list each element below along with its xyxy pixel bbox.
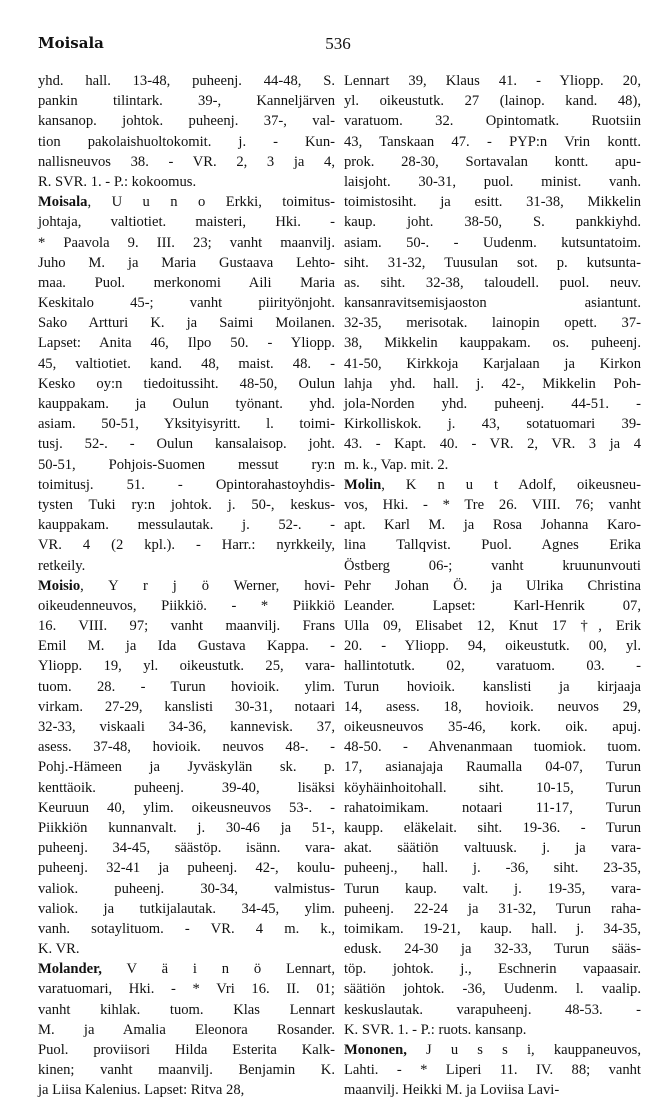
text-line: pankin tilintark. 39-, Kanneljärven bbox=[38, 93, 335, 110]
text-line: tion pakolaishuoltokomit. j. - Kun- bbox=[38, 133, 335, 150]
text-line: kansanravitsemisjaoston asiantunt. bbox=[344, 295, 641, 312]
text-line: kaupp. eläkelait. siht. 19-36. - Turun bbox=[344, 819, 641, 836]
text-line: 41-50, Kirkkoja Karjalaan ja Kirkon bbox=[344, 355, 641, 372]
text-line: tuom. 28. - Turun hovioik. ylim. bbox=[38, 678, 335, 695]
text-line: m. k., Vap. mit. 2. bbox=[344, 456, 449, 473]
text-line: varatuomari, Hki. - * Vri 16. II. 01; bbox=[38, 981, 335, 998]
text-line: puheenj. 32-41 ja puheenj. 42-, koulu- bbox=[38, 860, 335, 877]
text-line: tusj. 52-. - Oulun kansalaisop. joht. bbox=[38, 436, 335, 453]
right-column bbox=[344, 71, 641, 1101]
text-line: köyhäinhoitohall. siht. 10-15, Turun bbox=[344, 779, 641, 796]
text-line: tysten Tuki ry:n johtok. j. 50-, keskus- bbox=[38, 496, 335, 513]
entry-headword: Moisio bbox=[38, 577, 81, 594]
text-line: puheenj., hall. j. -36, siht. 23-35, bbox=[344, 860, 641, 877]
text-line: Puol. proviisori Hilda Esterita Kalk- bbox=[38, 1042, 335, 1058]
text-line: kauppakam. ja Oulun työnant. yhd. bbox=[38, 396, 335, 412]
text-line: hallintotutk. 02, varatuom. 03. - bbox=[344, 658, 641, 675]
text-line: 45, valtiotiet. kand. 48, maist. 48. - bbox=[38, 355, 335, 372]
text-line: valiok. ja tutkijalautak. 34-45, ylim. bbox=[38, 900, 335, 917]
text-line: toimitusj. 51. - Opintorahastoyhdis- bbox=[38, 476, 335, 493]
text-line: 32-33, viskaali 34-36, kannevisk. 37, bbox=[38, 719, 335, 735]
text-line: säätiön johtok. -36, Uudenm. l. vaalip. bbox=[344, 981, 641, 998]
text-line: siht. 31-32, Tuusulan sot. p. kutsunta- bbox=[344, 254, 641, 271]
entry-headword: Moisala bbox=[38, 194, 88, 211]
text-line: jola-Norden yhd. puheenj. 44-51. - bbox=[344, 396, 641, 412]
text-line: Östberg 06-; vanht kruununvouti bbox=[344, 557, 641, 574]
text-line: varatuom. 32. Opintomatk. Ruotsiin bbox=[344, 113, 641, 130]
text-line: Kirkolliskok. j. 43, sotatuomari 39- bbox=[344, 416, 641, 433]
text-line: Mononen, J u s s i, kauppaneuvos, bbox=[344, 1042, 641, 1058]
text-line: kinen; vanht maanvilj. Benjamin K. bbox=[38, 1062, 335, 1079]
text-line: virkam. 27-29, kanslisti 30-31, notaari bbox=[38, 698, 335, 715]
text-line: retkeily. bbox=[38, 557, 86, 574]
text-line: Juho M. ja Maria Gustaava Lehto- bbox=[38, 254, 335, 271]
text-line: Yliopp. 19, yl. oikeustutk. 25, vara- bbox=[38, 658, 335, 675]
text-line: yl. oikeustutk. 27 (lainop. kand. 48), bbox=[344, 93, 641, 110]
text-line: Lennart 39, Klaus 41. - Yliopp. 20, bbox=[344, 73, 641, 89]
text-line: keskuslautak. varapuheenj. 48-53. - bbox=[344, 1001, 641, 1018]
text-line: Leander. Lapset: Karl-Henrik 07, bbox=[344, 597, 641, 614]
text-line: edusk. 24-30 ja 32-33, Turun sääs- bbox=[344, 941, 641, 958]
running-title: Moisala bbox=[38, 34, 104, 52]
text-line: Pohj.-Hämeen ja Jyväskylän sk. p. bbox=[38, 759, 335, 776]
text-line: toimikam. 19-21, kaup. hall. j. 34-35, bbox=[344, 920, 641, 937]
text-line: laisjoht. 30-31, puol. minist. vanh. bbox=[344, 173, 641, 190]
text-line: valiok. puheenj. 30-34, valmistus- bbox=[38, 880, 335, 897]
text-line: 32-35, merisotak. lainopin opett. 37- bbox=[344, 315, 641, 332]
text-line: töp. johtok. j., Eschnerin vapaasair. bbox=[344, 961, 641, 978]
text-line: Piikkiön kunnanvalt. j. 30-46 ja 51-, bbox=[38, 819, 335, 836]
text-line: akat. säätiön valtuusk. j. ja vara- bbox=[344, 840, 641, 857]
text-line: 14, asess. 18, hovioik. neuvos 29, bbox=[344, 698, 641, 715]
text-line: vanh. sotaylituom. - VR. 4 m. k., bbox=[38, 920, 335, 937]
text-line: asiam. 50-51, Yksityisyritt. l. toimi- bbox=[38, 416, 335, 433]
text-line: Moisala, U u n o Erkki, toimitus- bbox=[38, 194, 335, 211]
text-line: kansanop. johtok. puheenj. 37-, val- bbox=[38, 113, 335, 130]
text-line: vos, Hki. - * Tre 26. VIII. 76; vanht bbox=[344, 496, 641, 513]
text-line: maanvilj. Heikki M. ja Loviisa Lavi- bbox=[344, 1082, 560, 1099]
text-line: asiam. 50-. - Uudenm. kutsuntatoim. bbox=[344, 234, 641, 251]
text-line: asess. 37-48, hovioik. neuvos 48-. - bbox=[38, 739, 335, 756]
entry-headword: Molander, bbox=[38, 961, 102, 978]
text-line: 38, Mikkelin kauppakam. os. puheenj. bbox=[344, 335, 641, 352]
text-line: Turun hovioik. kanslisti ja kirjaaja bbox=[344, 678, 641, 695]
text-line: yhd. hall. 13-48, puheenj. 44-48, S. bbox=[38, 73, 335, 89]
text-line: Lapset: Anita 46, Ilpo 50. - Yliopp. bbox=[38, 335, 335, 352]
text-line: Kesko oy:n tiedoitussiht. 48-50, Oulun bbox=[38, 375, 335, 392]
text-line: puheenj. 34-45, säästöp. isänn. vara- bbox=[38, 840, 335, 857]
text-line: K. SVR. 1. - P.: ruots. kansanp. bbox=[344, 1021, 527, 1038]
text-line: Emil M. ja Ida Gustava Kappa. - bbox=[38, 638, 335, 655]
text-line: kenttäoik. puheenj. 39-40, lisäksi bbox=[38, 779, 335, 796]
text-line: VR. 4 (2 kpl.). - Harr.: nyrkkeily, bbox=[38, 537, 335, 554]
text-line: Molander, V ä i n ö Lennart, bbox=[38, 961, 335, 978]
text-line: 20. - Yliopp. 94, oikeustutk. 00, yl. bbox=[344, 638, 641, 655]
text-line: nallisneuvos 38. - VR. 2, 3 ja 4, bbox=[38, 153, 335, 170]
text-line: R. SVR. 1. - P.: kokoomus. bbox=[38, 173, 197, 190]
text-line: 17, asianajaja Raumalla 04-07, Turun bbox=[344, 759, 641, 776]
text-line: Pehr Johan Ö. ja Ulrika Christina bbox=[344, 577, 641, 594]
text-line: as. siht. 32-38, taloudell. puol. neuv. bbox=[344, 274, 641, 291]
text-line: 16. VIII. 97; vanht maanvilj. Frans bbox=[38, 618, 335, 635]
text-line: kauppakam. messulautak. j. 52-. - bbox=[38, 517, 335, 534]
text-line: oikeudenneuvos, Piikkiö. - * Piikkiö bbox=[38, 597, 335, 614]
text-line: lahja yhd. hall. j. 42-, Mikkelin Poh- bbox=[344, 375, 641, 392]
text-line: toimistosiht. ja esitt. 31-38, Mikkelin bbox=[344, 194, 641, 211]
text-line: 43. - Kapt. 40. - VR. 2, VR. 3 ja 4 bbox=[344, 436, 641, 453]
text-line: oikeusneuvos 35-46, kork. oik. apuj. bbox=[344, 719, 641, 735]
text-line: Lahti. - * Liperi 11. IV. 88; vanht bbox=[344, 1062, 641, 1079]
page-number: 536 bbox=[325, 34, 351, 53]
text-line: K. VR. bbox=[38, 941, 80, 958]
entry-headword: Mononen, bbox=[344, 1042, 407, 1058]
text-line: Keskitalo 45-; vanht piirityönjoht. bbox=[38, 295, 335, 312]
text-line: Keuruun 40, ylim. oikeusneuvos 53-. - bbox=[38, 799, 335, 816]
text-line: Moisio, Y r j ö Werner, hovi- bbox=[38, 577, 335, 594]
page-header bbox=[38, 34, 638, 58]
text-line: johtaja, valtiotiet. maisteri, Hki. - bbox=[38, 214, 335, 231]
text-line: M. ja Amalia Eleonora Rosander. bbox=[38, 1021, 335, 1038]
text-line: Sako Artturi K. ja Saimi Moilanen. bbox=[38, 315, 335, 332]
text-line: apt. Karl M. ja Rosa Johanna Karo- bbox=[344, 517, 641, 534]
text-line: 43, Tanskaan 47. - PYP:n Vrin kontt. bbox=[344, 133, 641, 150]
text-line: lina Tallqvist. Puol. Agnes Erika bbox=[344, 537, 641, 554]
text-line: Ulla 09, Elisabet 12, Knut 17 †, Erik bbox=[344, 618, 641, 635]
text-line: Molin, K n u t Adolf, oikeusneu- bbox=[344, 476, 641, 493]
text-line: 50-51, Pohjois-Suomen messut ry:n bbox=[38, 456, 335, 473]
text-line: rahatoimikam. notaari 11-17, Turun bbox=[344, 799, 641, 816]
text-line: * Paavola 9. III. 23; vanht maanvilj. bbox=[38, 234, 335, 251]
text-line: Turun kaup. valt. j. 19-35, vara- bbox=[344, 880, 641, 897]
left-column bbox=[38, 71, 335, 1101]
text-line: prok. 28-30, Sortavalan kontt. apu- bbox=[344, 153, 641, 170]
text-line: ja Liisa Kalenius. Lapset: Ritva 28, bbox=[38, 1082, 245, 1099]
text-line: maa. Puol. merkonomi Aili Maria bbox=[38, 274, 335, 291]
text-line: puheenj. 22-24 ja 31-32, Turun raha- bbox=[344, 900, 641, 917]
text-line: kaup. joht. 38-50, S. pankkiyhd. bbox=[344, 214, 641, 231]
text-line: 48-50. - Ahvenanmaan tuomiok. tuom. bbox=[344, 739, 641, 756]
entry-headword: Molin bbox=[344, 476, 382, 493]
text-line: vanht kihlak. tuom. Klas Lennart bbox=[38, 1001, 335, 1018]
